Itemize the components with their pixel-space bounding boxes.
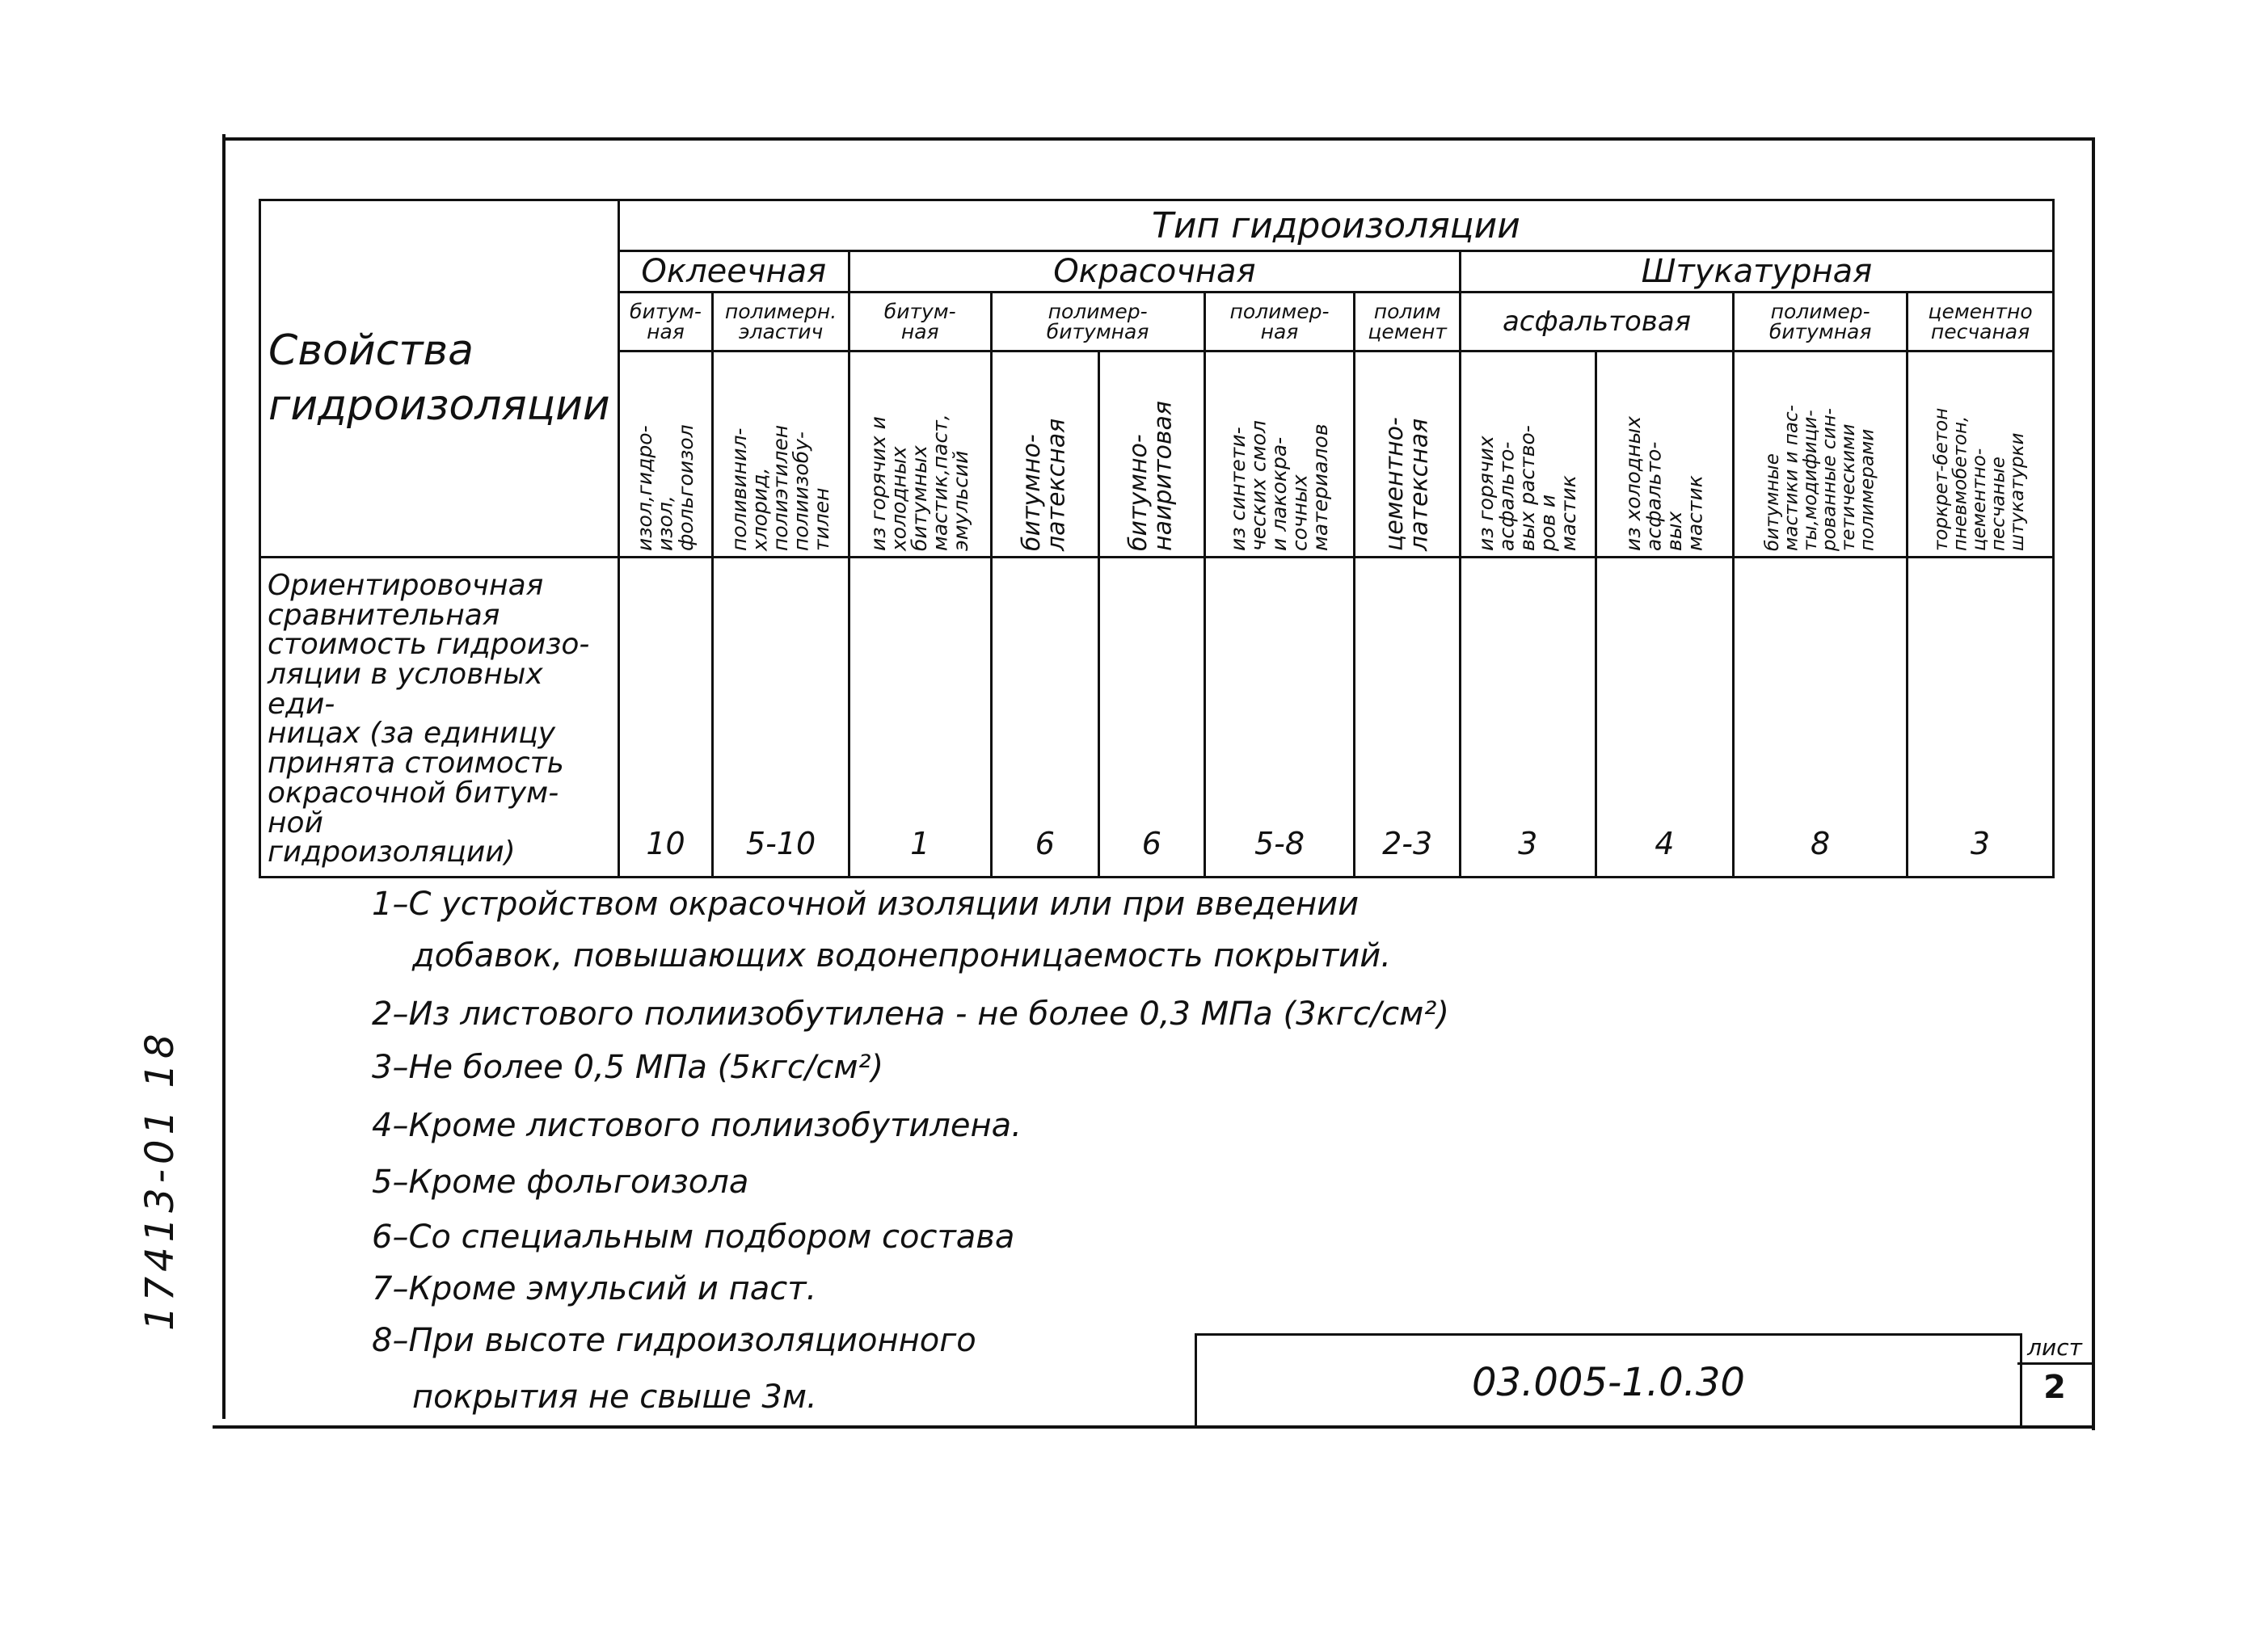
cost-value-9: 4 bbox=[1596, 558, 1734, 878]
cost-row-label: Ориентировочная сравнительная стоимость гидроизо- ляции в условных еди- ницах (за единицу принята стоимость окрасочной битум- ной гидроизоляции) bbox=[260, 558, 619, 878]
material-col-8: из горячих асфальто- вых раство- ров и мастик bbox=[1460, 351, 1596, 558]
property-title-cell bbox=[260, 200, 619, 558]
group-header-okleechnaya: Оклеечная bbox=[618, 251, 849, 293]
document-code: 03.005-1.0.30 bbox=[1472, 1360, 1745, 1405]
sheet-box bbox=[2017, 1333, 2092, 1425]
subgroup-polymer-bitumnaya-2: полимер- битумная bbox=[1734, 293, 1908, 351]
note-8-line-2: покрытия не свыше 3м. bbox=[412, 1379, 817, 1416]
title-block bbox=[1195, 1333, 2022, 1428]
group-header-okrasochnaya: Окрасочная bbox=[849, 251, 1460, 293]
note-6: 6–Со специальным подбором состава bbox=[372, 1219, 1015, 1256]
note-1-line-1: 1–С устройством окрасочной изоляции или при введении bbox=[372, 886, 1360, 923]
properties-table bbox=[259, 199, 2055, 878]
material-col-4: битумно- латексная bbox=[991, 351, 1099, 558]
frame-right-border bbox=[2092, 137, 2095, 1430]
material-col-1: изол,гидро- изол, фольгоизол bbox=[618, 351, 712, 558]
subgroup-cement-sand: цементно песчаная bbox=[1908, 293, 2054, 351]
material-col-10: битумные мастики и пас- ты,модифици- рованные син- тетическими полимерами bbox=[1734, 351, 1908, 558]
cost-value-3: 1 bbox=[849, 558, 991, 878]
note-7: 7–Кроме эмульсий и паст. bbox=[372, 1270, 817, 1307]
subgroup-polymer-bitumnaya-1: полимер- битумная bbox=[991, 293, 1204, 351]
cost-value-2: 5-10 bbox=[713, 558, 849, 878]
note-3: 3–Не более 0,5 МПа (5кгс/см²) bbox=[372, 1049, 884, 1086]
cost-value-6: 5-8 bbox=[1204, 558, 1355, 878]
material-col-2: поливинил- хлорид, полиэтилен полиизобу- тилен bbox=[713, 351, 849, 558]
subgroup-polymer-elastic: полимерн. эластич bbox=[713, 293, 849, 351]
type-header: Тип гидроизоляции bbox=[618, 200, 2053, 251]
frame-top-border bbox=[222, 137, 2095, 141]
note-4: 4–Кроме листового полиизобутилена. bbox=[372, 1107, 1022, 1144]
cost-value-7: 2-3 bbox=[1355, 558, 1461, 878]
material-col-11: торкрет-бетон пневмобетон, цементно- песчаные штукатурки bbox=[1908, 351, 2054, 558]
side-inventory-stamp: 17413-01 18 bbox=[137, 1029, 183, 1331]
cost-value-5: 6 bbox=[1099, 558, 1205, 878]
material-col-3: из горячих и холодных битумных мастик,паст, эмульсий bbox=[849, 351, 991, 558]
material-col-7: цементно- латексная bbox=[1355, 351, 1461, 558]
material-col-9: из холодных асфальто- вых мастик bbox=[1596, 351, 1734, 558]
material-col-6: из синтети- ческих смол и лакокра- сочных материалов bbox=[1204, 351, 1355, 558]
note-1-line-2: добавок, повышающих водонепроницаемость покрытий. bbox=[412, 937, 1392, 974]
cost-value-1: 10 bbox=[618, 558, 712, 878]
frame-left-border bbox=[222, 134, 226, 1419]
subgroup-bitumnaya-1: битум- ная bbox=[618, 293, 712, 351]
subgroup-polymer-cement: полим цемент bbox=[1355, 293, 1461, 351]
note-5: 5–Кроме фольгоизола bbox=[372, 1164, 749, 1201]
cost-value-4: 6 bbox=[991, 558, 1099, 878]
subgroup-polymernaya: полимер- ная bbox=[1204, 293, 1355, 351]
subgroup-asphalt: асфальтовая bbox=[1460, 293, 1733, 351]
sheet-label: лист bbox=[2017, 1333, 2092, 1365]
sheet-number: 2 bbox=[2043, 1369, 2066, 1406]
cost-value-10: 8 bbox=[1734, 558, 1908, 878]
group-header-shtukaturnaya: Штукатурная bbox=[1460, 251, 2053, 293]
note-8-line-1: 8–При высоте гидроизоляционного bbox=[372, 1322, 976, 1359]
property-title: Свойства гидроизоляции bbox=[268, 326, 610, 430]
note-2: 2–Из листового полиизобутилена - не более 0,3 МПа (3кгс/см²) bbox=[372, 996, 1449, 1033]
subgroup-bitumnaya-2: битум- ная bbox=[849, 293, 991, 351]
material-col-5: битумно- наиритовая bbox=[1099, 351, 1205, 558]
cost-value-8: 3 bbox=[1460, 558, 1596, 878]
cost-value-11: 3 bbox=[1908, 558, 2054, 878]
